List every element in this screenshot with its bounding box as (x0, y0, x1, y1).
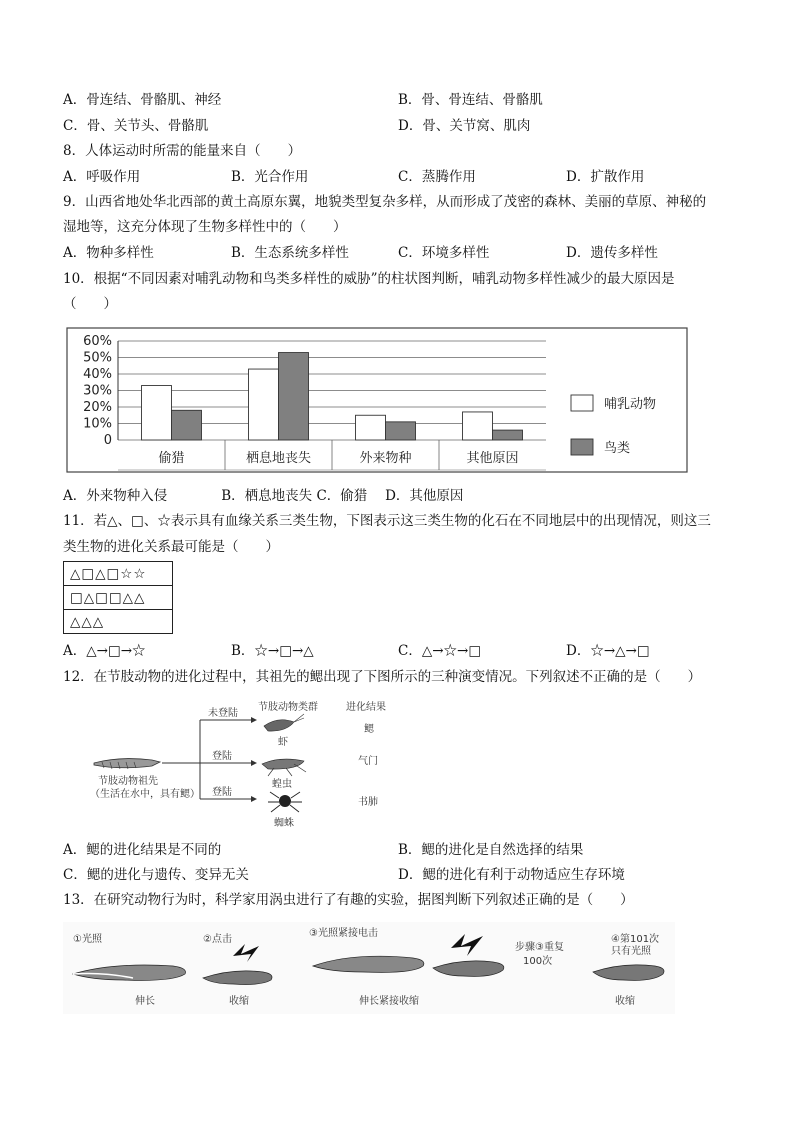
step1-label: ①光照 (73, 934, 102, 945)
stratum-top: △□△□☆☆ (64, 562, 173, 586)
q9-stem-line1: 9．山西省地处华北西部的黄土高原东翼，地貌类型复杂多样，从而形成了茂密的森林、美丽的草原、神秘的 (63, 194, 707, 210)
step5-label-a: ④第101次 (611, 934, 660, 945)
y-tick-label: 60% (83, 334, 112, 349)
q10-stem-line2: （ ） (63, 296, 117, 312)
branch-not-landed: 未登陆 (208, 708, 238, 719)
q10-options: A．外来物种入侵 B．栖息地丧失 C．偷猎 D．其他原因 (63, 488, 464, 504)
q11-option-c: C．△→☆→□ (398, 643, 482, 659)
ancestor-note: （生活在水中，具有鳃） (90, 789, 200, 800)
q13-stem: 13．在研究动物行为时，科学家用涡虫进行了有趣的实验，据图判断下列叙述正确的是（ ） (63, 892, 634, 908)
q10-stem-line1: 10．根据“不同因素对哺乳动物和鸟类多样性的威胁”的柱状图判断，哺乳动物多样性减少的最大原因是 (63, 271, 675, 287)
result-gill: 鳃 (364, 724, 374, 735)
threat-bar-chart (66, 327, 688, 473)
legend-swatch-bird (571, 439, 593, 455)
bar-bird (493, 430, 523, 440)
q12-option-b: B．鳃的进化是自然选择的结果 (398, 842, 584, 858)
bar-mammal (463, 412, 493, 440)
bar-bird (279, 353, 309, 440)
shrimp-icon (264, 714, 304, 731)
x-category-label: 其他原因 (466, 451, 519, 466)
ancestor-arthropod-icon (94, 759, 160, 769)
q9-option-c: C．环境多样性 (398, 245, 490, 261)
q9-option-a: A．物种多样性 (63, 245, 154, 261)
locust-label: 蝗虫 (272, 779, 292, 790)
bar-bird (386, 422, 416, 440)
header-result: 进化结果 (346, 702, 386, 713)
q11-stem-line1: 11．若△、□、☆表示具有血缘关系三类生物，下图表示这三类生物的化石在不同地层中的出现情况，则这三 (63, 513, 711, 529)
q9-option-b: B．生态系统多样性 (231, 245, 349, 261)
branch-landed-1: 登陆 (212, 751, 232, 762)
bar-bird (172, 410, 202, 440)
spider-label: 蜘蛛 (274, 818, 294, 829)
stratum-bottom: △△△ (64, 610, 173, 634)
q9-stem-line2: 湿地等，这充分体现了生物多样性中的（ ） (63, 219, 347, 235)
spider-icon (268, 792, 302, 812)
q12-option-d: D．鳃的进化有利于动物适应生存环境 (398, 867, 625, 883)
x-category-label: 偷猎 (158, 451, 185, 466)
q11-option-b: B．☆→□→△ (231, 643, 314, 659)
step5-label-b: 只有光照 (611, 946, 651, 957)
q7-option-b: B．骨、骨连结、骨骼肌 (398, 92, 543, 108)
step3-label: ③光照紧接电击 (309, 928, 378, 939)
result1-label: 伸长 (135, 996, 155, 1007)
ancestor-label: 节肢动物祖先 (98, 776, 158, 787)
q8-stem: 8．人体运动时所需的能量来自（ ） (63, 143, 302, 159)
bar-mammal (142, 386, 172, 440)
q8-option-b: B．光合作用 (231, 169, 309, 185)
fossil-strata-table (63, 561, 173, 634)
x-category-label: 外来物种 (359, 451, 412, 466)
shrimp-label: 虾 (278, 737, 288, 748)
result2-label: 收缩 (229, 996, 249, 1007)
legend-label-bird: 鸟类 (604, 441, 631, 456)
q8-option-d: D．扩散作用 (566, 169, 645, 185)
header-group: 节肢动物类群 (258, 702, 318, 713)
q8-option-a: A．呼吸作用 (63, 169, 141, 185)
x-category-label: 栖息地丧失 (245, 451, 312, 466)
locust-icon (262, 759, 306, 776)
result3-label: 伸长紧接收缩 (359, 996, 419, 1007)
q7-option-d: D．骨、关节窝、肌肉 (398, 118, 531, 134)
planarian-experiment-figure (63, 922, 675, 1014)
result-spiracle: 气门 (358, 756, 378, 767)
y-tick-label: 10% (83, 416, 112, 432)
step4-label-a: 步骤③重复 (515, 942, 564, 953)
bar-mammal (356, 415, 386, 440)
q12-option-c: C．鳃的进化与遗传、变异无关 (63, 867, 249, 883)
step2-label: ②点击 (203, 934, 232, 945)
q8-option-c: C．蒸腾作用 (398, 169, 476, 185)
q12-stem: 12．在节肢动物的进化过程中，其祖先的鳃出现了下图所示的三种演变情况。下列叙述不正确的是（ ） (63, 669, 702, 685)
result-book-lung: 书肺 (358, 797, 378, 808)
stratum-middle: □△□□△△ (64, 586, 173, 610)
q12-option-a: A．鳃的进化结果是不同的 (63, 842, 222, 858)
y-tick-label: 50% (83, 350, 112, 366)
q11-option-d: D．☆→△→□ (566, 643, 650, 659)
gill-evolution-diagram (90, 698, 420, 834)
legend-label-mammal: 哺乳动物 (604, 397, 657, 412)
branch-landed-2: 登陆 (212, 787, 232, 798)
q7-option-c: C．骨、关节头、骨骼肌 (63, 118, 209, 134)
q11-option-a: A．△→□→☆ (63, 643, 146, 659)
result4-label: 收缩 (615, 996, 635, 1007)
legend-swatch-mammal (571, 395, 593, 411)
bar-mammal (249, 369, 279, 440)
q7-option-a: A．骨连结、骨骼肌、神经 (63, 92, 222, 108)
q11-stem-line2: 类生物的进化关系最可能是（ ） (63, 539, 279, 555)
y-tick-label: 30% (83, 383, 112, 399)
y-tick-label: 0 (103, 433, 112, 448)
y-tick-label: 20% (83, 400, 112, 415)
step4-label-b: 100次 (523, 956, 553, 967)
y-tick-label: 40% (83, 367, 112, 382)
q9-option-d: D．遗传多样性 (566, 245, 658, 261)
